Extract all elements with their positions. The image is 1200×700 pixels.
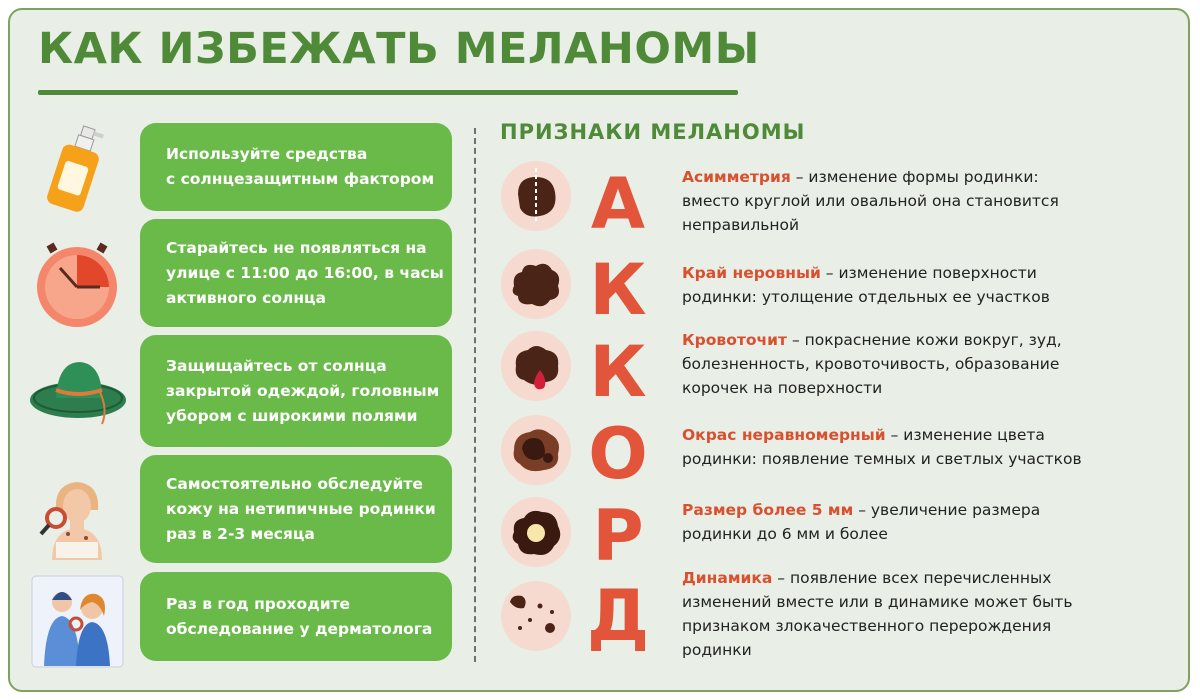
- sign-desc: родинки: [682, 641, 752, 659]
- tip-protective-clothing: [140, 335, 452, 447]
- sign-desc: – появление всех перечисленных: [777, 569, 1052, 587]
- tip-avoid-sun-hours: [140, 219, 452, 327]
- sign-desc: – покраснение кожи вокруг, зуд,: [791, 331, 1062, 349]
- uneven-color-mole-icon: [500, 414, 572, 486]
- sign-dynamics-text: [682, 566, 1162, 662]
- sign-desc: родинки до 6 мм и более: [682, 525, 888, 543]
- tip-line: с солнцезащитным фактором: [166, 170, 435, 188]
- tip-line: Раз в год проходите: [166, 594, 351, 613]
- sign-term: Кровоточит: [682, 331, 787, 349]
- page-title: КАК ИЗБЕЖАТЬ МЕЛАНОМЫ: [38, 24, 760, 74]
- sign-desc: родинки: появление темных и светлых участков: [682, 450, 1082, 468]
- acronym-letter-k: К: [589, 249, 647, 331]
- tip-line: обследование у дерматолога: [166, 619, 433, 638]
- large-mole-icon: [500, 496, 572, 568]
- tip-line: Старайтесь не появляться на: [166, 238, 427, 257]
- sign-desc: болезненность, кровоточивость, образование: [682, 355, 1060, 373]
- title-underline: [38, 90, 738, 95]
- tip-line: активного солнца: [166, 288, 326, 307]
- sign-size-text: [682, 498, 1162, 546]
- acronym-letter-o: О: [588, 413, 648, 495]
- tip-self-examination: [140, 455, 452, 563]
- sign-term: Асимметрия: [682, 168, 791, 186]
- sign-border-text: [682, 261, 1162, 309]
- sign-desc: неправильной: [682, 216, 800, 234]
- signs-title: ПРИЗНАКИ МЕЛАНОМЫ: [500, 120, 806, 144]
- self-examination-icon: [30, 470, 125, 565]
- wide-brim-hat-icon: [28, 340, 128, 435]
- tip-line: закрытой одеждой, головным: [166, 381, 440, 400]
- tip-sunscreen: [140, 123, 452, 211]
- tip-line: Используйте средства: [166, 145, 368, 163]
- sign-desc: – изменение формы родинки:: [795, 168, 1039, 186]
- sign-desc: изменений вместе или в динамике может быть: [682, 593, 1073, 611]
- acronym-letter-a: А: [590, 163, 646, 245]
- dermatologist-visit-icon: [30, 574, 125, 669]
- sign-term: Динамика: [682, 569, 773, 587]
- sign-desc: – увеличение размера: [858, 501, 1041, 519]
- sign-desc: вместо круглой или овальной она становится: [682, 192, 1059, 210]
- sign-term: Край неровный: [682, 264, 821, 282]
- sign-bleeding-text: [682, 328, 1162, 400]
- asymmetric-mole-icon: [500, 160, 572, 232]
- tip-dermatologist-visit: [140, 572, 452, 661]
- sign-desc: корочек на поверхности: [682, 379, 883, 397]
- tip-line: убором с широкими полями: [166, 406, 418, 425]
- sign-desc: – изменение цвета: [890, 426, 1045, 444]
- tip-line: раз в 2-3 месяца: [166, 524, 315, 543]
- sign-desc: – изменение поверхности: [825, 264, 1037, 282]
- sign-term: Окрас неравномерный: [682, 426, 886, 444]
- acronym-letter-d: Д: [586, 575, 650, 657]
- sign-term: Размер более 5 мм: [682, 501, 854, 519]
- scattered-moles-icon: [500, 580, 572, 652]
- section-divider: [474, 128, 476, 662]
- sign-desc: родинки: утолщение отдельных ее участков: [682, 288, 1050, 306]
- tip-line: Самостоятельно обследуйте: [166, 474, 423, 493]
- acronym-letter-k2: К: [589, 331, 647, 413]
- tip-line: Защищайтесь от солнца: [166, 356, 387, 375]
- sunscreen-bottle-icon: [30, 122, 125, 217]
- sign-color-text: [682, 423, 1162, 471]
- clock-icon: [30, 240, 125, 335]
- bleeding-mole-icon: [500, 330, 572, 402]
- irregular-border-mole-icon: [500, 248, 572, 320]
- acronym-letter-r: Р: [592, 495, 644, 577]
- tip-line: улице с 11:00 до 16:00, в часы: [166, 263, 444, 282]
- tip-line: кожу на нетипичные родинки: [166, 499, 436, 518]
- sign-asymmetry-text: [682, 165, 1162, 237]
- sign-desc: признаком злокачественного перерождения: [682, 617, 1052, 635]
